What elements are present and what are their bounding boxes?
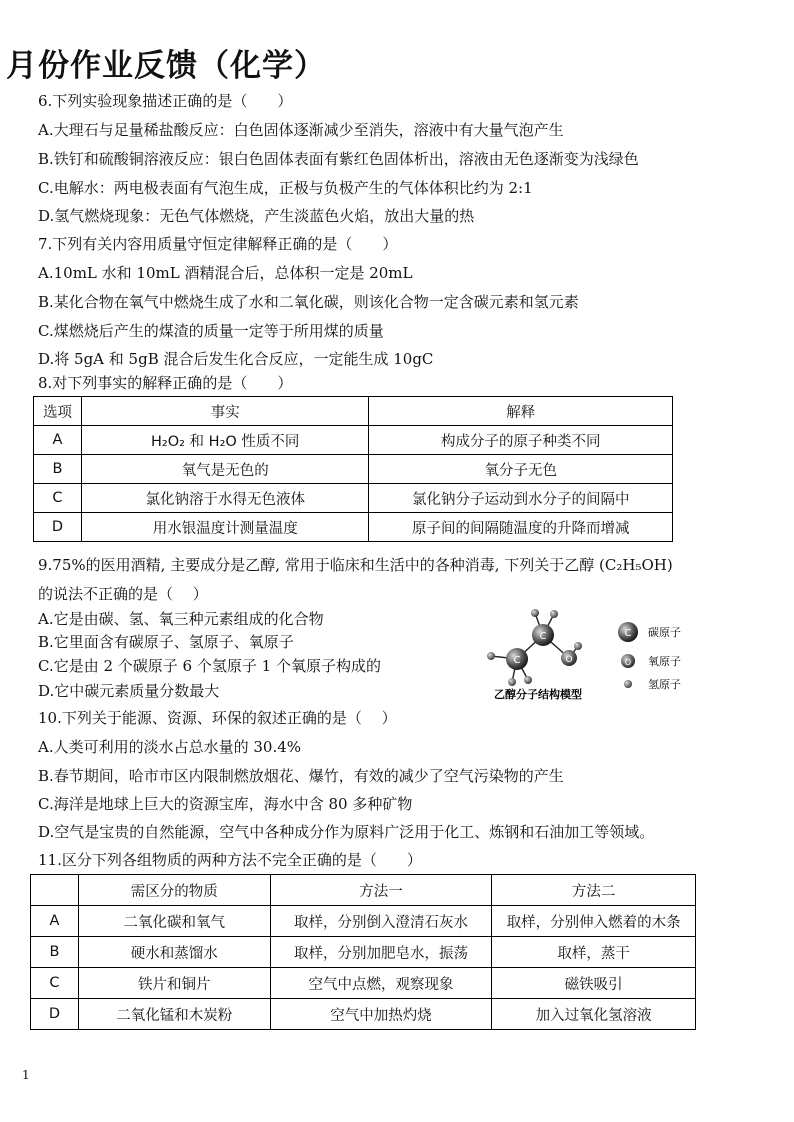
table-header-cell: 事实 — [81, 397, 369, 426]
q9-option-a: A.它是由碳、氢、氧三种元素组成的化合物 — [38, 610, 324, 628]
table-row — [31, 968, 696, 999]
table-cell: 氧气是无色的 — [81, 455, 369, 484]
table-cell: 加入过氧化氢溶液 — [492, 999, 696, 1030]
table-row — [34, 455, 673, 484]
table-row — [34, 426, 673, 455]
table-row — [31, 906, 696, 937]
table-row — [34, 513, 673, 542]
table-header-cell: 方法一 — [270, 875, 492, 906]
molecule-bonds — [491, 613, 578, 682]
q6-option-a: A.大理石与足量稀盐酸反应：白色固体逐渐减少至消失，溶液中有大量气泡产生 — [38, 121, 564, 139]
table-cell: A — [31, 906, 79, 937]
table-cell: 铁片和铜片 — [78, 968, 270, 999]
q6-option-d: D.氢气燃烧现象：无色气体燃烧，产生淡蓝色火焰，放出大量的热 — [38, 207, 475, 225]
table-cell: 氯化钠分子运动到水分子的间隔中 — [369, 484, 673, 513]
table-cell: 取样，蒸干 — [492, 937, 696, 968]
q8-stem: 8.对下列事实的解释正确的是（ ） — [38, 374, 293, 392]
q8-table — [33, 396, 673, 542]
q9-option-d: D.它中碳元素质量分数最大 — [38, 682, 220, 700]
hydrogen-atom — [487, 652, 495, 660]
table-header-row — [31, 875, 696, 906]
legend-carbon-label: 碳原子 — [648, 626, 681, 639]
table-cell: 取样，分别伸入燃着的木条 — [492, 906, 696, 937]
hydrogen-atom — [508, 678, 516, 686]
q9-stem-line1: 9.75%的医用酒精, 主要成分是乙醇, 常用于临床和生活中的各种消毒, 下列关于乙醇 (C₂H₅OH) — [38, 556, 673, 574]
figure-caption: 乙醇分子结构模型 — [494, 688, 582, 701]
q6-option-c: C.电解水：两电极表面有气泡生成，正极与负极产生的气体体积比约为 2:1 — [38, 179, 533, 197]
table-cell: D — [31, 999, 79, 1030]
table-header-row — [34, 397, 673, 426]
page-number: 1 — [22, 1068, 30, 1082]
q10-option-d: D.空气是宝贵的自然能源，空气中各种成分作为原料广泛用于化工、炼钢和石油加工等领域。 — [38, 823, 655, 841]
hydrogen-atom — [574, 642, 582, 650]
table-cell: 取样，分别倒入澄清石灰水 — [270, 906, 492, 937]
table-header-cell: 解释 — [369, 397, 673, 426]
hydrogen-atom — [531, 609, 539, 617]
legend-oxygen-symbol: O — [624, 658, 632, 667]
table-cell: 空气中加热灼烧 — [270, 999, 492, 1030]
hydrogen-atom — [550, 610, 558, 618]
table-cell: 氯化钠溶于水得无色液体 — [81, 484, 369, 513]
table-cell: 取样，分别加肥皂水，振荡 — [270, 937, 492, 968]
carbon-atom-symbol: C — [513, 655, 521, 666]
q7-option-b: B.某化合物在氧气中燃烧生成了水和二氧化碳，则该化合物一定含碳元素和氢元素 — [38, 293, 579, 311]
q11-table — [30, 874, 696, 1030]
q11-stem: 11.区分下列各组物质的两种方法不完全正确的是（ ） — [38, 851, 422, 869]
carbon-atom-symbol: C — [539, 631, 547, 642]
q10-option-c: C.海洋是地球上巨大的资源宝库，海水中含 80 多种矿物 — [38, 795, 413, 813]
q10-stem: 10.下列关于能源、资源、环保的叙述正确的是（ ） — [38, 709, 397, 727]
legend-carbon-symbol: C — [624, 628, 632, 639]
table-cell: 氧分子无色 — [369, 455, 673, 484]
oxygen-atom-symbol: O — [565, 655, 573, 665]
hydrogen-atom — [524, 676, 532, 684]
table-cell: 原子间的间隔随温度的升降而增减 — [369, 513, 673, 542]
table-cell: A — [34, 426, 82, 455]
table-cell: 构成分子的原子种类不同 — [369, 426, 673, 455]
q7-option-a: A.10mL 水和 10mL 酒精混合后，总体积一定是 20mL — [38, 264, 413, 282]
table-cell: B — [31, 937, 79, 968]
q6-option-b: B.铁钉和硫酸铜溶液反应：银白色固体表面有紫红色固体析出，溶液由无色逐渐变为浅绿色 — [38, 150, 639, 168]
q9-stem-line2: 的说法不正确的是（ ） — [38, 585, 208, 603]
q7-option-d: D.将 5gA 和 5gB 混合后发生化合反应，一定能生成 10gC — [38, 350, 434, 368]
q10-option-b: B.春节期间，哈市市区内限制燃放烟花、爆竹，有效的减少了空气污染物的产生 — [38, 767, 564, 785]
table-cell: 硬水和蒸馏水 — [78, 937, 270, 968]
table-header-cell: 方法二 — [492, 875, 696, 906]
table-cell: 二氧化碳和氧气 — [78, 906, 270, 937]
legend-oxygen-label: 氧原子 — [648, 655, 681, 668]
table-row — [31, 999, 696, 1030]
q9-option-b: B.它里面含有碳原子、氢原子、氧原子 — [38, 633, 294, 651]
table-header-cell — [31, 875, 79, 906]
legend-hydrogen-swatch — [624, 680, 632, 688]
table-cell: B — [34, 455, 82, 484]
table-cell: C — [34, 484, 82, 513]
table-header-cell: 选项 — [34, 397, 82, 426]
q6-stem: 6.下列实验现象描述正确的是（ ） — [38, 92, 293, 110]
table-row — [31, 937, 696, 968]
legend-hydrogen-label: 氢原子 — [648, 678, 681, 691]
page-title: 月份作业反馈（化学） — [6, 48, 326, 84]
ethanol-molecule-figure — [480, 608, 730, 704]
table-cell: 二氧化锰和木炭粉 — [78, 999, 270, 1030]
table-cell: H₂O₂ 和 H₂O 性质不同 — [81, 426, 369, 455]
q9-option-c: C.它是由 2 个碳原子 6 个氢原子 1 个氧原子构成的 — [38, 657, 381, 675]
q7-stem: 7.下列有关内容用质量守恒定律解释正确的是（ ） — [38, 235, 398, 253]
table-cell: D — [34, 513, 82, 542]
table-header-cell: 需区分的物质 — [78, 875, 270, 906]
q7-option-c: C.煤燃烧后产生的煤渣的质量一定等于所用煤的质量 — [38, 322, 384, 340]
table-cell: 磁铁吸引 — [492, 968, 696, 999]
table-cell: 空气中点燃，观察现象 — [270, 968, 492, 999]
table-row — [34, 484, 673, 513]
q10-option-a: A.人类可利用的淡水占总水量的 30.4% — [38, 738, 302, 756]
table-cell: C — [31, 968, 79, 999]
table-cell: 用水银温度计测量温度 — [81, 513, 369, 542]
